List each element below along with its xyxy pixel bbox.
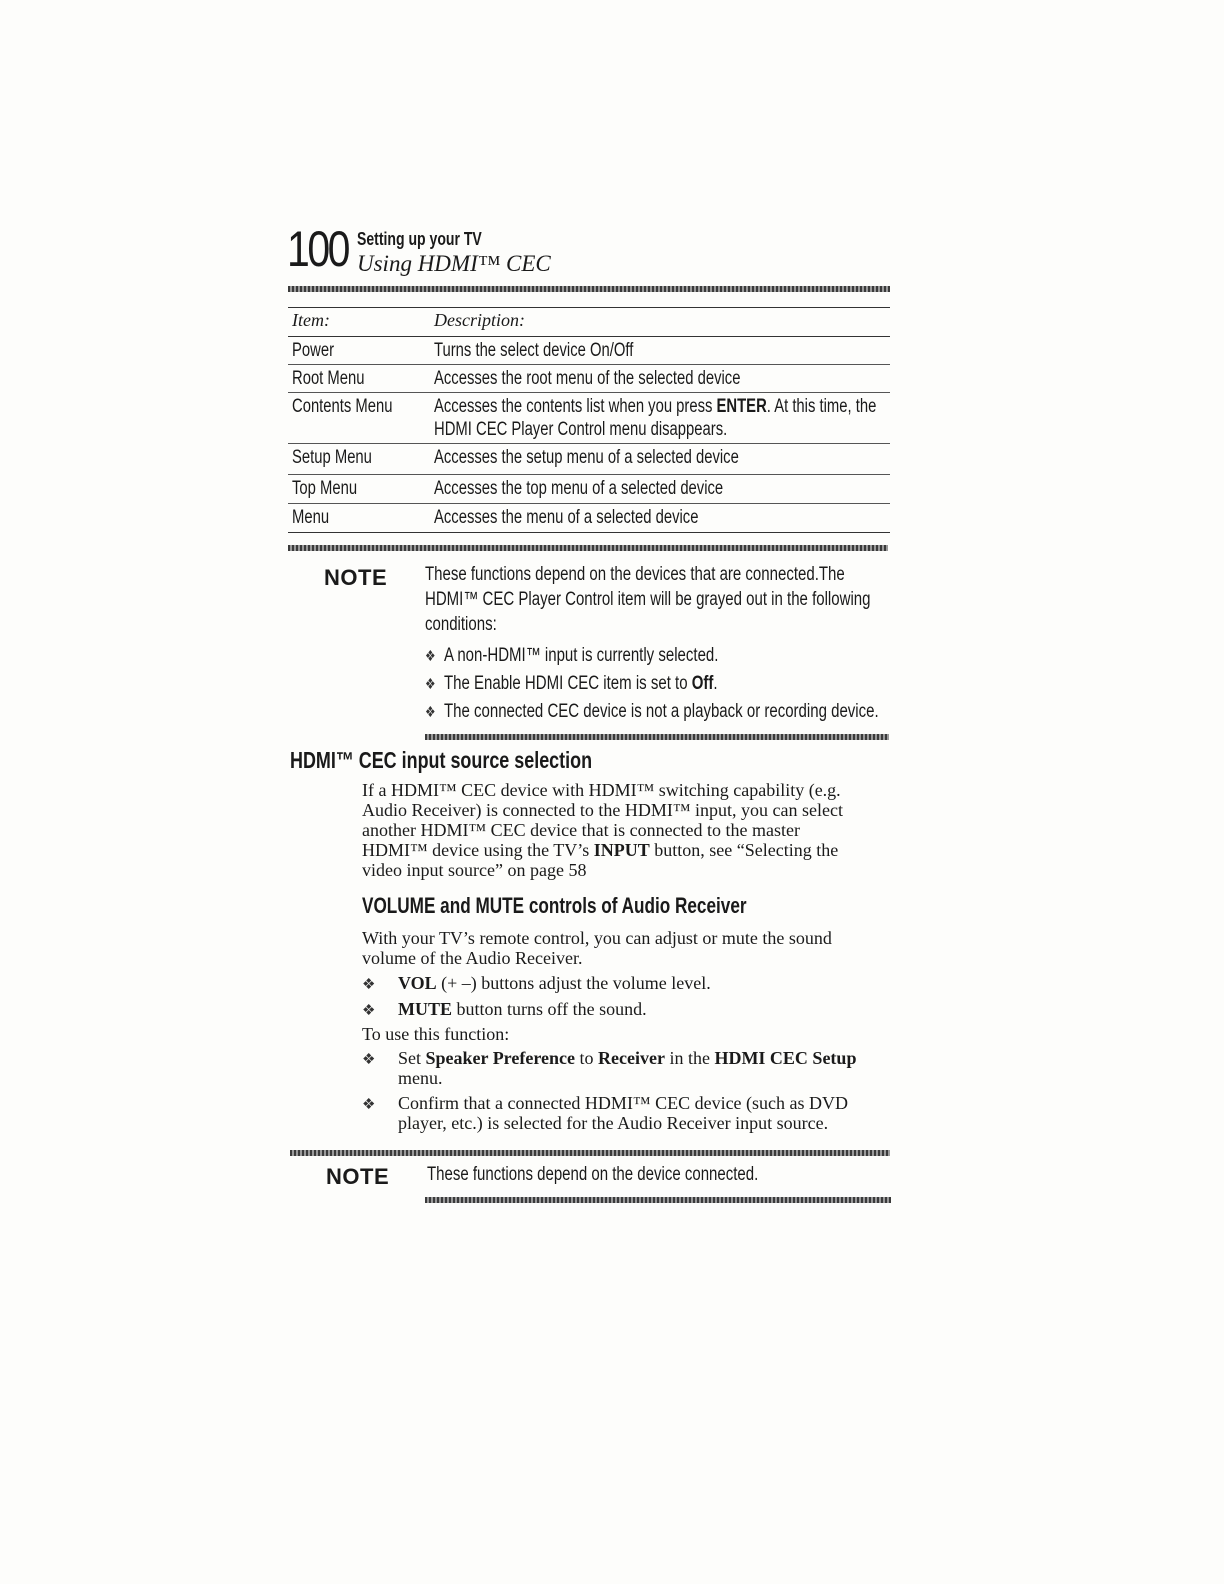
bullet-text: Confirm that a connected HDMI™ CEC device (such as DVD — [398, 1093, 849, 1113]
header-rule — [288, 286, 890, 292]
body-line — [362, 840, 843, 860]
table-cell-item: Top Menu — [292, 478, 358, 499]
feature-table — [288, 307, 890, 533]
body-line: another HDMI™ CEC device that is connected to the master — [362, 820, 801, 840]
note-rule-bottom — [425, 1197, 891, 1203]
diamond-bullet-icon: ❖ — [362, 1052, 376, 1068]
table-cell-item: Root Menu — [292, 368, 365, 389]
table-cell-description: Accesses the menu of a selected device — [434, 507, 699, 528]
input-button-label: INPUT — [593, 840, 650, 860]
bullet-text: menu. — [398, 1068, 443, 1088]
table-row — [288, 393, 890, 444]
section-body — [362, 780, 843, 880]
table-row — [288, 365, 890, 393]
bullet-text: A non-HDMI™ input is currently selected. — [443, 645, 719, 666]
bullet-text: button turns off the sound. — [452, 999, 647, 1019]
diamond-bullet-icon: ❖ — [362, 1097, 376, 1113]
off-label: Off — [691, 673, 714, 694]
list-item — [362, 973, 902, 999]
section-title: Setting up your TV — [357, 229, 482, 249]
bullet-text: player, etc.) is selected for the Audio Receiver input source. — [398, 1113, 829, 1133]
body-line: Audio Receiver) is connected to the HDMI™ input, you can select — [362, 800, 843, 820]
body-line: With your TV’s remote control, you can adjust or mute the sound — [362, 928, 832, 948]
bullet-text: (+ –) buttons adjust the volume level. — [436, 973, 711, 993]
note-bullet-list — [425, 643, 879, 727]
table-cell-description: Accesses the root menu of the selected device — [434, 368, 741, 389]
body-text: HDMI™ device using the TV’s — [362, 840, 594, 860]
table-cell-item: Contents Menu — [292, 396, 393, 417]
table-cell-description: Turns the select device On/Off — [434, 340, 634, 361]
description-text: HDMI CEC Player Control menu disappears. — [434, 419, 728, 440]
diamond-bullet-icon: ❖ — [362, 977, 376, 993]
note-rule-top — [288, 545, 888, 551]
note-label: NOTE — [324, 565, 388, 590]
note-label: NOTE — [326, 1164, 390, 1189]
note-text: These functions depend on the device connected. — [427, 1164, 759, 1185]
note-rule-top — [290, 1150, 890, 1156]
diamond-bullet-icon: ❖ — [425, 704, 436, 721]
table-cell-description: Accesses the top menu of a selected device — [434, 478, 724, 499]
table-row — [288, 504, 890, 533]
body-line: video input source” on page 58 — [362, 860, 587, 880]
list-item — [425, 643, 879, 671]
receiver-label: Receiver — [597, 1048, 665, 1068]
table-cell-item: Setup Menu — [292, 447, 372, 468]
bullet-text: . — [713, 673, 718, 694]
table-header-row — [288, 307, 890, 337]
bullet-text: in the — [664, 1048, 715, 1068]
page-number: 100 — [287, 221, 349, 277]
description-text: . At this time, the — [766, 396, 877, 417]
column-header-description: Description: — [434, 310, 525, 330]
vol-button-label: VOL — [398, 973, 437, 993]
note-line: HDMI™ CEC Player Control item will be grayed out in the following — [425, 589, 871, 610]
bullet-text: to — [574, 1048, 598, 1068]
table-cell-description — [434, 395, 876, 441]
body-line: volume of the Audio Receiver. — [362, 948, 583, 968]
subsection-title: Using HDMI™ CEC — [357, 251, 551, 276]
speaker-preference-label: Speaker Preference — [425, 1048, 575, 1068]
list-item — [425, 671, 879, 699]
note-line: conditions: — [425, 614, 497, 635]
to-use-text: To use this function: — [362, 1024, 510, 1044]
table-cell-item: Power — [292, 340, 335, 361]
body-line: If a HDMI™ CEC device with HDMI™ switching capability (e.g. — [362, 780, 841, 800]
table-row — [288, 475, 890, 504]
subsection-heading: VOLUME and MUTE controls of Audio Receiver — [362, 893, 747, 918]
table-row — [288, 444, 890, 475]
table-row — [288, 337, 890, 365]
list-item — [362, 1093, 902, 1138]
table-cell-description: Accesses the setup menu of a selected device — [434, 447, 739, 468]
description-text: Accesses the contents list when you press — [434, 396, 717, 417]
bullet-text: Set — [398, 1048, 426, 1068]
section-heading: HDMI™ CEC input source selection — [290, 747, 593, 773]
list-item — [362, 1048, 902, 1093]
enter-key-label: ENTER — [716, 396, 767, 417]
diamond-bullet-icon: ❖ — [362, 1003, 376, 1019]
setup-bullet-list — [362, 1048, 902, 1138]
table-cell-item: Menu — [292, 507, 330, 528]
list-item — [362, 999, 902, 1023]
note-text — [425, 562, 870, 637]
bullet-text: The connected CEC device is not a playback or recording device. — [443, 701, 879, 722]
list-item — [425, 699, 879, 727]
note-rule-bottom — [425, 734, 889, 740]
diamond-bullet-icon: ❖ — [425, 676, 436, 693]
hdmi-cec-setup-label: HDMI CEC Setup — [714, 1048, 857, 1068]
note-line: These functions depend on the devices that are connected.The — [425, 564, 845, 585]
mute-button-label: MUTE — [398, 999, 452, 1019]
bullet-text: The Enable HDMI CEC item is set to — [443, 673, 692, 694]
column-header-item: Item: — [292, 310, 330, 330]
volume-bullet-list — [362, 973, 902, 1023]
section-body — [362, 928, 832, 968]
body-text: button, see “Selecting the — [649, 840, 839, 860]
diamond-bullet-icon: ❖ — [425, 648, 436, 665]
